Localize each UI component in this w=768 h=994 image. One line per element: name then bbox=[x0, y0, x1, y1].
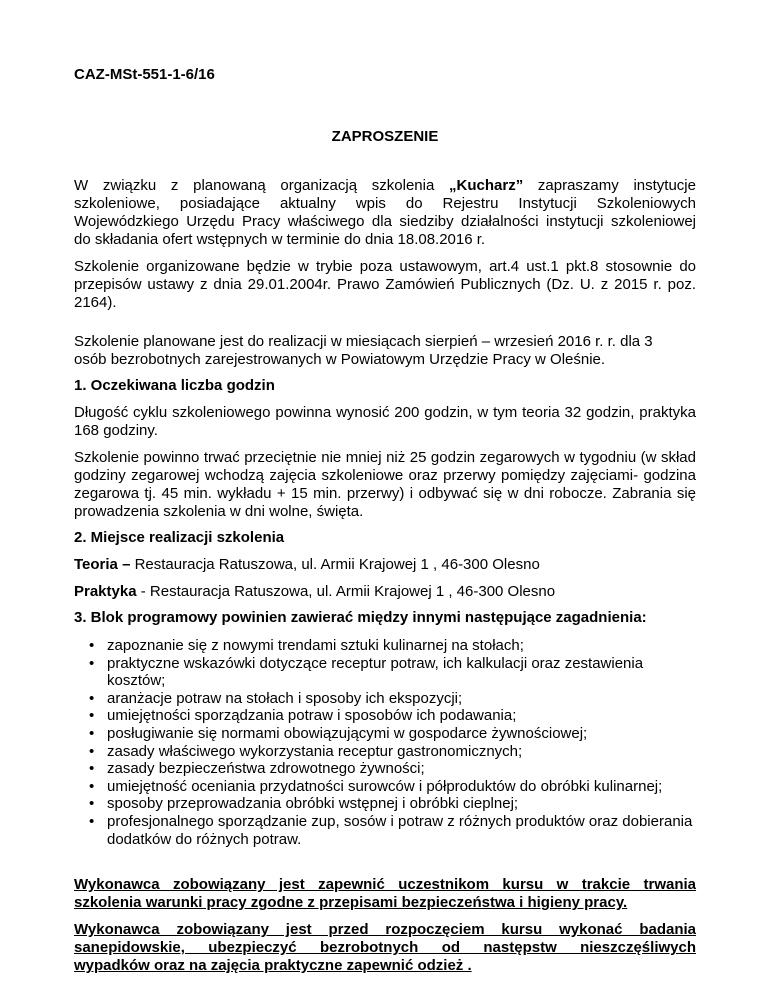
theory-label: Teoria – bbox=[74, 556, 131, 573]
section-1-paragraph-1: Długość cyklu szkoleniowego powinna wynosić 200 godzin, w tym teoria 32 godzin, praktyka 168 godziny. bbox=[74, 404, 696, 439]
bullet-icon: • bbox=[89, 724, 95, 742]
list-item-text: posługiwanie się normami obowiązującymi w gospodarce żywnościowej; bbox=[107, 724, 588, 742]
intro-post: zapraszamy instytucje bbox=[523, 177, 696, 194]
list-item bbox=[89, 689, 696, 708]
topics-list bbox=[74, 637, 696, 848]
practice-value: - Restauracja Ratuszowa, ul. Armii Krajowej 1 , 46-300 Olesno bbox=[136, 583, 556, 600]
theory-value: Restauracja Ratuszowa, ul. Armii Krajowej 1 , 46-300 Olesno bbox=[130, 556, 540, 573]
section-3-heading: 3. Blok programowy powinien zawierać między innymi następujące zagadnienia: bbox=[74, 609, 647, 626]
practice-label: Praktyka bbox=[74, 583, 137, 600]
list-item-text: praktyczne wskazówki dotyczące receptur potraw, ich kalkulacji oraz zestawienia kosztów; bbox=[107, 654, 644, 690]
obligation-2-line-3: wypadków oraz na zajęcia praktyczne zapewnić odzież . bbox=[74, 957, 472, 975]
bullet-icon: • bbox=[89, 760, 95, 778]
intro-line-2: szkoleniowe, posiadające aktualny wpis do Rejestru Instytucji Szkoleniowych bbox=[74, 195, 696, 212]
intro-paragraph bbox=[74, 177, 696, 249]
list-item-text: profesjonalnego sporządzanie zup, sosów i potraw z różnych produktów oraz dobierania dodatków do różnych potraw. bbox=[107, 812, 693, 848]
bullet-icon: • bbox=[89, 637, 95, 654]
list-item bbox=[89, 812, 696, 848]
section-1-heading: 1. Oczekiwana liczba godzin bbox=[74, 377, 275, 394]
list-item bbox=[89, 707, 696, 725]
obligation-paragraph-1 bbox=[74, 876, 696, 912]
legal-paragraph: Szkolenie organizowane będzie w trybie poza ustawowym, art.4 ust.1 pkt.8 stosownie do przepisów ustawy z dnia 29.01.2004r. Prawo Zamówień Publicznych (Dz. U. z 2015 r. poz. 2164). bbox=[74, 258, 696, 311]
list-item-text: zasady właściwego wykorzystania receptur gastronomicznych; bbox=[107, 742, 523, 760]
theory-location bbox=[74, 556, 696, 574]
list-item bbox=[89, 795, 696, 813]
bullet-icon: • bbox=[89, 812, 95, 830]
bullet-icon: • bbox=[89, 795, 95, 813]
list-item-text: zasady bezpieczeństwa zdrowotnego żywności; bbox=[107, 760, 425, 778]
list-item-text: sposoby przeprowadzania obróbki wstępnej i obróbki cieplnej; bbox=[107, 795, 519, 813]
section-2-heading: 2. Miejsce realizacji szkolenia bbox=[74, 529, 285, 546]
plan-paragraph bbox=[74, 333, 696, 369]
plan-line-1: Szkolenie planowane jest do realizacji w miesiącach sierpień – wrzesień 2016 r. r. dla 3 bbox=[74, 333, 653, 350]
reference-number: CAZ-MSt-551-1-6/16 bbox=[74, 66, 215, 83]
document-title: ZAPROSZENIE bbox=[331, 128, 439, 145]
list-item-text: umiejętność oceniania przydatności surowców i półproduktów do obróbki kulinarnej; bbox=[107, 777, 663, 795]
list-item-text: umiejętności sporządzania potraw i sposobów ich podawania; bbox=[107, 707, 517, 725]
obligation-1-line-1: Wykonawca zobowiązany jest zapewnić uczestnikom kursu w trakcie trwania bbox=[74, 876, 696, 894]
practice-location bbox=[74, 583, 696, 601]
section-1-paragraph-2: Szkolenie powinno trwać przeciętnie nie mniej niż 25 godzin zegarowych w tygodniu (w skład godziny zegarowej wchodzą zajęcia szkoleniowe oraz przerwy pomiędzy zajęciami- godzina zegarowa tj. 45 min. wykładu + 15 min. przerwy) i odbywać się w dni robocze. Zabrania się prowadzenia szkolenia w dni wolne, święta. bbox=[74, 449, 696, 520]
course-name: „Kucharz” bbox=[449, 177, 524, 194]
intro-line-4: do składania ofert wstępnych w terminie do dnia 18.08.2016 r. bbox=[74, 231, 486, 248]
list-item bbox=[89, 654, 696, 690]
intro-line-1 bbox=[74, 177, 696, 195]
list-item bbox=[89, 742, 696, 761]
intro-pre: W związku z planowaną organizacją szkolenia bbox=[74, 177, 450, 194]
plan-line-2: osób bezrobotnych zarejestrowanych w Powiatowym Urzędzie Pracy w Oleśnie. bbox=[74, 351, 606, 368]
bullet-icon: • bbox=[89, 742, 95, 760]
list-item bbox=[89, 777, 696, 796]
list-item bbox=[89, 637, 696, 655]
intro-line-3: Wojewódzkiego Urzędu Pracy właściwego dla siedziby działalności instytucji szkoleniowej bbox=[74, 213, 696, 230]
bullet-icon: • bbox=[89, 654, 95, 672]
document-page bbox=[74, 60, 696, 975]
list-item-text: zapoznanie się z nowymi trendami sztuki kulinarnej na stołach; bbox=[107, 637, 524, 654]
obligation-2-line-2: sanepidowskie, ubezpieczyć bezrobotnych od następstw nieszczęśliwych bbox=[74, 939, 696, 957]
list-item bbox=[89, 724, 696, 743]
list-item-text: aranżacje potraw na stołach i sposoby ich ekspozycji; bbox=[107, 689, 463, 707]
bullet-icon: • bbox=[89, 689, 95, 707]
list-item bbox=[89, 760, 696, 778]
bullet-icon: • bbox=[89, 707, 95, 725]
obligation-paragraph-2 bbox=[74, 921, 696, 975]
obligation-2-line-1: Wykonawca zobowiązany jest przed rozpoczęciem kursu wykonać badania bbox=[74, 921, 696, 939]
obligation-1-line-2: szkolenia warunki pracy zgodne z przepisami bezpieczeństwa i higieny pracy. bbox=[74, 894, 628, 912]
bullet-icon: • bbox=[89, 777, 95, 795]
